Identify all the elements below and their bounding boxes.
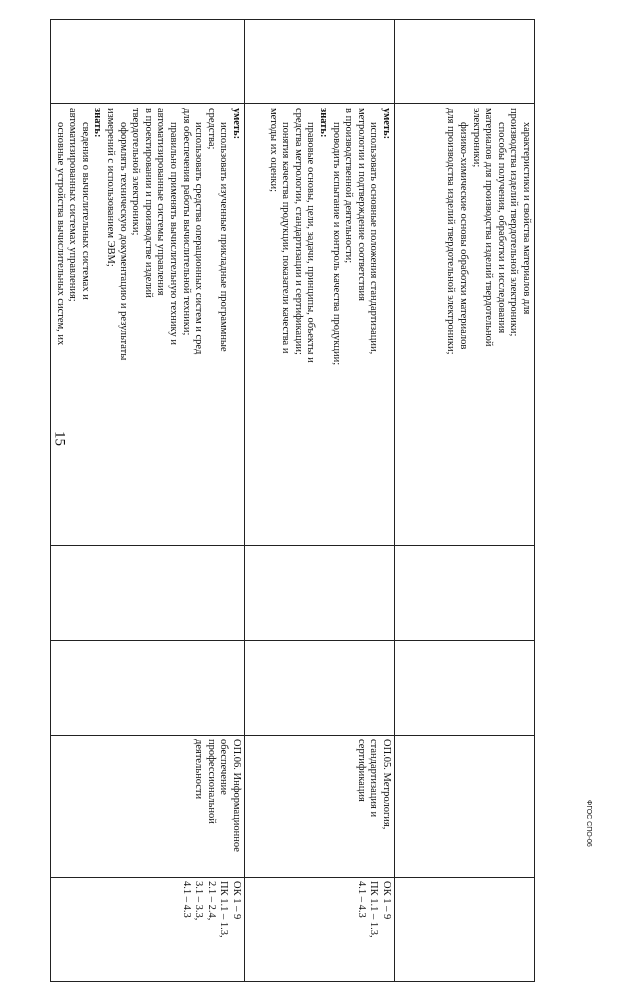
hours-max-cell — [395, 546, 535, 641]
text-line: метрологии и подтверждение соответствия — [355, 108, 367, 301]
requirements-cell — [51, 104, 245, 546]
text-line: в проектировании и производстве изделий — [142, 108, 154, 298]
text-line: для обеспечения работы вычислительной техники; — [180, 108, 192, 336]
text-line: автоматизированных системах управления; — [67, 108, 79, 302]
text-line: правильно применять вычислительную технику и — [168, 122, 180, 345]
umet-label: уметь: — [231, 108, 242, 140]
requirements-cell — [395, 104, 535, 546]
hours-max-cell — [245, 546, 395, 641]
competency-line: 2.1 – 2.4, — [205, 881, 217, 921]
text-line: характеристики и свойства материалов для — [521, 122, 532, 315]
discipline-cell — [395, 736, 535, 878]
text-line: средства; — [205, 108, 217, 150]
znat-label: знать: — [318, 108, 330, 138]
text-line: сведения о вычислительных системах и — [79, 122, 91, 300]
umet-label: уметь: — [381, 108, 392, 140]
hours-class-cell — [245, 641, 395, 736]
index-cell — [51, 20, 245, 104]
curriculum-table — [50, 19, 535, 982]
text-line: способы получения, обработки и исследования — [495, 122, 507, 334]
text-line: правовые основы, цели, задачи, принципы, объекты и — [305, 122, 317, 363]
text-line: твердотельной электроники; — [130, 108, 142, 236]
text-line: средства метрологии, стандартизации и сертификации; — [292, 108, 304, 355]
table-row — [51, 20, 245, 982]
competency-line: ОК 1 – 9 — [381, 881, 392, 920]
competency-line: ПК 1.1 – 1.3, — [368, 881, 380, 938]
text-line: материалов для производства изделий твердотельной — [483, 108, 495, 347]
text-line: использовать средства операционных систем и сред — [193, 122, 205, 355]
text-line: проводить испытание и контроль качества продукции; — [330, 122, 342, 366]
hours-class-cell — [51, 641, 245, 736]
index-cell — [245, 20, 395, 104]
hours-class-cell — [395, 641, 535, 736]
competency-line: ПК 1.1 – 1.3, — [218, 881, 230, 938]
competency-line: ОК 1 – 9 — [231, 881, 242, 920]
text-line: автоматизированные системы управления — [155, 108, 167, 296]
text-line: понятия качества продукции, показатели качества и — [280, 122, 292, 354]
znat-label: знать: — [92, 108, 104, 138]
index-cell — [395, 20, 535, 104]
table-row — [245, 20, 395, 982]
text-line: электроники; — [470, 108, 482, 168]
text-line: измерений с использованием ЭВМ; — [105, 108, 117, 267]
requirements-cell — [245, 104, 395, 546]
page-number: 15 — [51, 431, 68, 446]
text-line: производства изделий твердотельной электроники; — [508, 108, 520, 337]
text-line: использовать основные положения стандартизации, — [368, 122, 380, 355]
hours-max-cell — [51, 546, 245, 641]
table-row — [395, 20, 535, 982]
text-line: в производственной деятельности; — [343, 108, 355, 264]
text-line: оформлять техническую документацию и результаты — [117, 122, 129, 361]
text-line: физико-химические основы обработки материалов — [458, 122, 470, 350]
competency-line: 3.1 – 3.3, — [193, 881, 205, 921]
competencies-cell — [245, 878, 395, 982]
competency-line: 4.1 – 4.3 — [355, 881, 367, 918]
text-line: для производства изделий твердотельной электроники; — [445, 108, 457, 355]
competencies-cell — [51, 878, 245, 982]
discipline-cell: ОП.05. Метрология, стандартизация и сертификация — [245, 736, 395, 878]
discipline-cell: ОП.06. Информационное обеспечение профессиональной деятельности — [51, 736, 245, 878]
text-line: основные устройства вычислительных систем, их — [54, 122, 66, 346]
footer-code: ФГОС СПО-06 — [585, 800, 592, 847]
competency-line: 4.1 – 4.3 — [180, 881, 192, 918]
text-line: использовать изученные прикладные программные — [218, 122, 230, 352]
competencies-cell — [395, 878, 535, 982]
text-line: методы их оценки; — [267, 108, 279, 193]
